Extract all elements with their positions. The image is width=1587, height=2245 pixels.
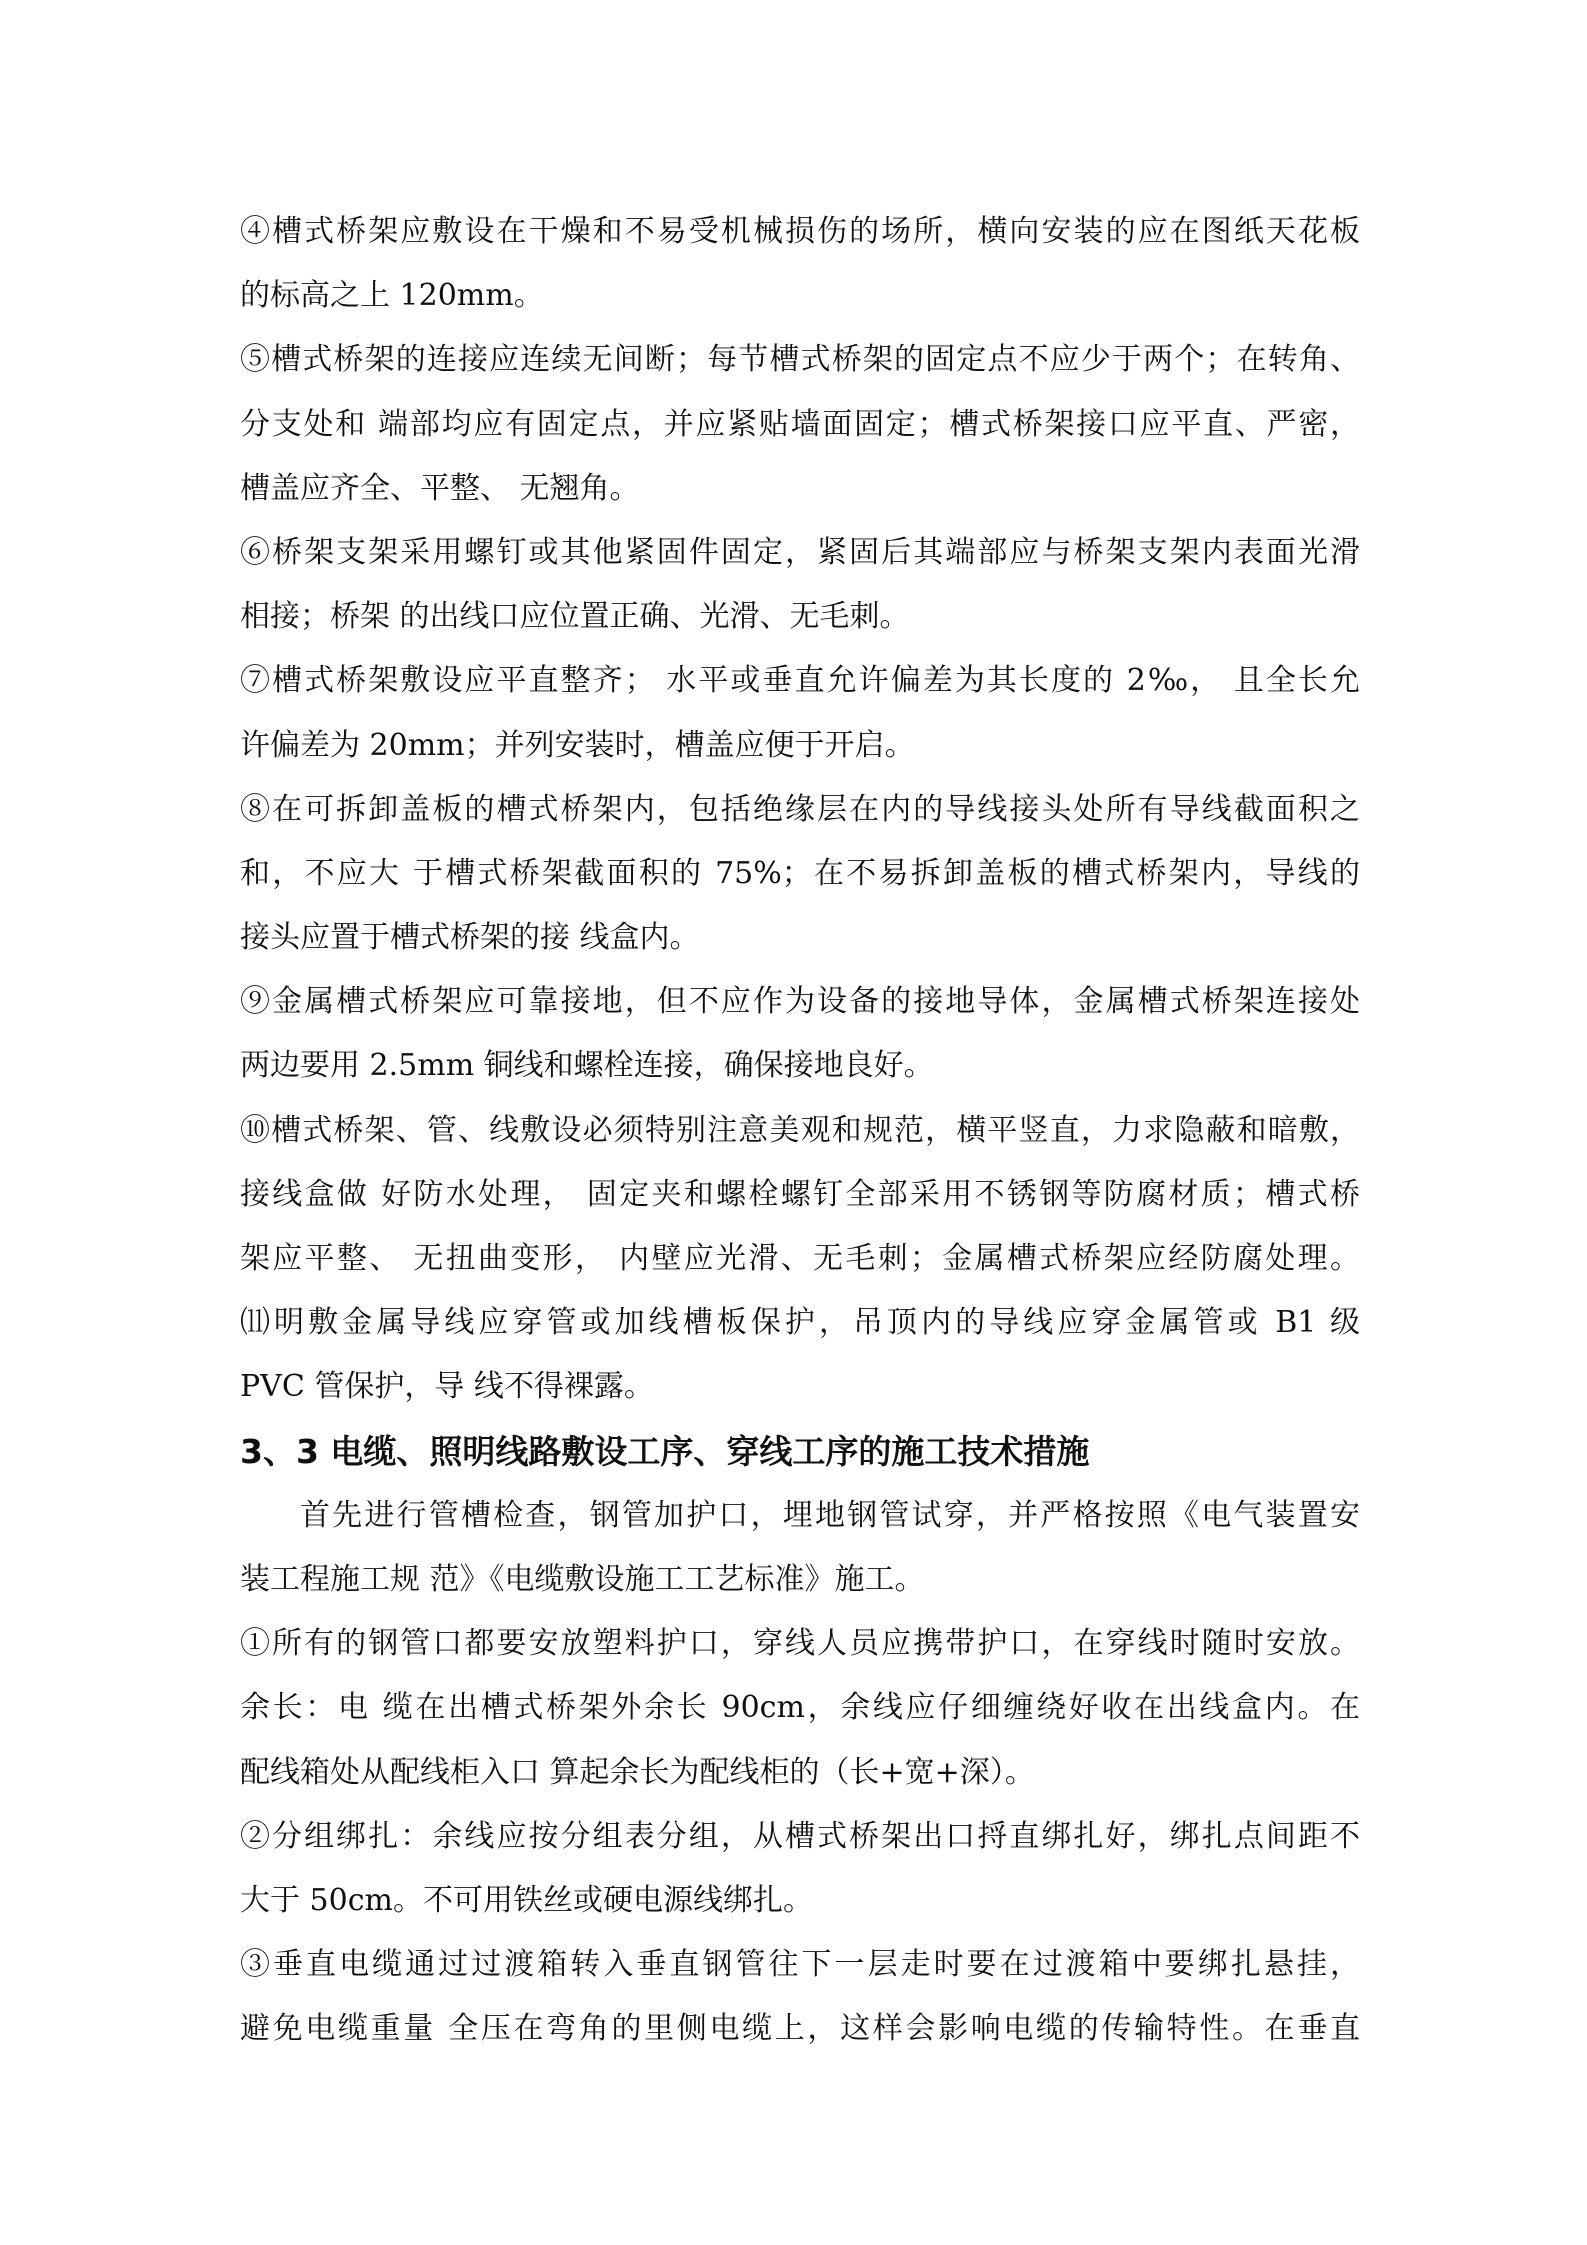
text-line: 装工程施工规 范》《电缆敷设施工工艺标准》施工。 xyxy=(240,1561,925,1597)
list-item xyxy=(240,778,1360,971)
text-line: ④槽式桥架应敷设在干燥和不易受机械损伤的场所，横向安装的应在图纸天花板 xyxy=(240,214,1360,249)
text-line: 首先进行管槽检查，钢管加护口，埋地钢管试穿，并严格按照《电气装置安 xyxy=(300,1497,1360,1533)
list-item xyxy=(240,1099,1360,1292)
list-item xyxy=(240,1612,1360,1805)
text-line: 余长：电 缆在出槽式桥架外余长 90cm，余线应仔细缠绕好收在出线盒内。在 xyxy=(240,1690,1360,1726)
text-line: ⑩槽式桥架、管、线敷设必须特别注意美观和规范，横平竖直，力求隐蔽和暗敷， xyxy=(240,1112,1360,1148)
intro-paragraph xyxy=(240,1484,1360,1612)
text-line: 两边要用 2.5mm 铜线和螺栓连接，确保接地良好。 xyxy=(240,1048,934,1084)
list-item xyxy=(240,1805,1360,1933)
text-line: ⑤槽式桥架的连接应连续无间断；每节槽式桥架的固定点不应少于两个；在转角、 xyxy=(240,342,1360,378)
text-line: ⑥桥架支架采用螺钉或其他紧固件固定，紧固后其端部应与桥架支架内表面光滑 xyxy=(240,534,1360,570)
text-line: 架应平整、 无扭曲变形， 内壁应光滑、无毛刺；金属槽式桥架应经防腐处理。 xyxy=(240,1241,1360,1276)
text-line: ①所有的钢管口都要安放塑料护口，穿线人员应携带护口，在穿线时随时安放。 xyxy=(240,1626,1360,1662)
text-line: 槽盖应齐全、平整、 无翘角。 xyxy=(240,470,640,506)
document-page xyxy=(240,200,1360,2061)
list-item xyxy=(240,649,1360,777)
section-heading: 3、3 电缆、照明线路敷设工序、穿线工序的施工技术措施 xyxy=(240,1431,1090,1471)
list-item xyxy=(240,521,1360,649)
text-line: 配线箱处从配线柜入口 算起余长为配线柜的（长+宽+深）。 xyxy=(240,1754,1035,1790)
text-line: ②分组绑扎：余线应按分组表分组，从槽式桥架出口捋直绑扎好，绑扎点间距不 xyxy=(240,1818,1360,1854)
text-line: 许偏差为 20mm；并列安装时，槽盖应便于开启。 xyxy=(240,727,915,763)
text-line: 分支处和 端部均应有固定点，并应紧贴墙面固定；槽式桥架接口应平直、严密， xyxy=(240,406,1360,442)
text-line: ⑾明敷金属导线应穿管或加线槽板保护，吊顶内的导线应穿金属管或 B1 级 xyxy=(240,1305,1360,1341)
text-line: PVC 管保护，导 线不得裸露。 xyxy=(240,1369,654,1405)
text-line: 的标高之上 120mm。 xyxy=(240,278,544,314)
list-item xyxy=(240,328,1360,521)
text-line: 接头应置于槽式桥架的接 线盒内。 xyxy=(240,920,700,956)
text-line: 避免电缆重量 全压在弯角的里侧电缆上，这样会影响电缆的传输特性。在垂直 xyxy=(240,2011,1360,2047)
list-item xyxy=(240,1933,1360,2061)
list-item xyxy=(240,200,1360,328)
text-line: 相接；桥架 的出线口应位置正确、光滑、无毛刺。 xyxy=(240,599,910,635)
text-line: ⑦槽式桥架敷设应平直整齐； 水平或垂直允许偏差为其长度的 2‰， 且全长允 xyxy=(240,663,1360,699)
text-line: ⑨金属槽式桥架应可靠接地，但不应作为设备的接地导体，金属槽式桥架连接处 xyxy=(240,984,1360,1020)
list-item xyxy=(240,970,1360,1098)
text-line: 和，不应大 于槽式桥架截面积的 75%；在不易拆卸盖板的槽式桥架内，导线的 xyxy=(240,855,1360,891)
text-line: 大于 50cm。不可用铁丝或硬电源线绑扎。 xyxy=(240,1882,813,1918)
text-line: ⑧在可拆卸盖板的槽式桥架内，包括绝缘层在内的导线接头处所有导线截面积之 xyxy=(240,791,1360,827)
text-line: ③垂直电缆通过过渡箱转入垂直钢管往下一层走时要在过渡箱中要绑扎悬挂， xyxy=(240,1947,1360,1983)
list-item xyxy=(240,1291,1360,1419)
text-line: 接线盒做 好防水处理， 固定夹和螺栓螺钉全部采用不锈钢等防腐材质；槽式桥 xyxy=(240,1176,1360,1212)
